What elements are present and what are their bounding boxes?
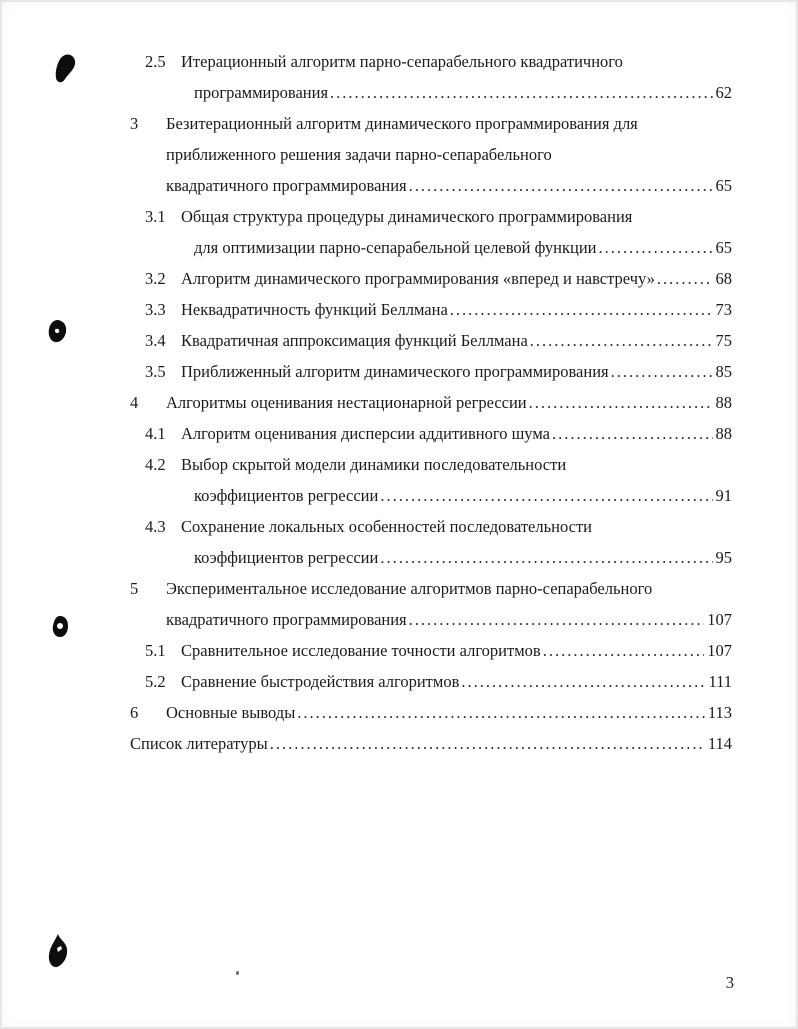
- toc-entry-page: 113: [707, 703, 732, 722]
- dot-leader: [529, 387, 713, 418]
- toc-entry: [130, 728, 732, 759]
- toc-entry: [130, 666, 732, 697]
- toc-entry-text: Основные выводы: [166, 703, 296, 722]
- toc-entry-text: Общая структура процедуры динамического программирования: [181, 207, 633, 226]
- toc-entry: [130, 46, 732, 108]
- toc-entry-number: 3.5: [145, 362, 166, 381]
- dot-leader: [611, 356, 713, 387]
- table-of-contents: [130, 46, 732, 759]
- toc-entry-text: Алгоритм оценивания дисперсии аддитивного шума: [181, 424, 550, 443]
- toc-entry-page: 91: [715, 486, 732, 505]
- toc-entry-text: Алгоритм динамического программирования «вперед и навстречу»: [181, 269, 655, 288]
- toc-entry-text: приближенного решения задачи парно-сепарабельного: [166, 145, 552, 164]
- toc-entry-number: 3.3: [145, 300, 166, 319]
- toc-entry-lines: [181, 666, 732, 697]
- toc-entry-lines: [130, 728, 732, 759]
- toc-entry-lines: [166, 697, 732, 728]
- toc-entry-page: 107: [707, 610, 732, 629]
- speck-artifact: [236, 971, 239, 975]
- toc-entry-number: 4.3: [145, 517, 166, 536]
- toc-entry-page: 107: [707, 641, 732, 660]
- toc-entry-number: 3.2: [145, 269, 166, 288]
- dot-leader: [599, 232, 713, 263]
- toc-entry-text: для оптимизации парно-сепарабельной целевой функции: [194, 238, 597, 257]
- dot-leader: [461, 666, 705, 697]
- toc-entry: [130, 356, 732, 387]
- toc-entry-page: 95: [715, 548, 732, 567]
- toc-entry-text: Итерационный алгоритм парно-сепарабельного квадратичного: [181, 52, 623, 71]
- toc-entry-text: Экспериментальное исследование алгоритмов парно-сепарабельного: [166, 579, 653, 598]
- toc-entry-lines: [181, 201, 732, 263]
- toc-entry-page: 88: [715, 424, 732, 443]
- toc-entry: [130, 387, 732, 418]
- toc-entry: [130, 511, 732, 573]
- toc-entry-text: квадратичного программирования: [166, 176, 407, 195]
- toc-entry-page: 114: [707, 734, 732, 753]
- ink-blot-artifact: [48, 320, 68, 344]
- toc-entry-text: Список литературы: [130, 734, 268, 753]
- toc-entry-text: Безитерационный алгоритм динамического программирования для: [166, 114, 638, 133]
- dot-leader: [380, 542, 712, 573]
- dot-leader: [270, 728, 705, 759]
- toc-entry: [130, 325, 732, 356]
- toc-entry-text: Сохранение локальных особенностей последовательности: [181, 517, 592, 536]
- toc-entry-lines: [181, 356, 732, 387]
- dot-leader: [409, 170, 713, 201]
- dot-leader: [450, 294, 713, 325]
- toc-entry-text: программирования: [194, 83, 329, 102]
- toc-entry-number: 3.4: [145, 331, 166, 350]
- toc-entry-page: 111: [708, 672, 732, 691]
- toc-entry-lines: [166, 387, 732, 418]
- toc-entry: [130, 449, 732, 511]
- toc-entry-text: квадратичного программирования: [166, 610, 407, 629]
- toc-entry-page: 73: [715, 300, 732, 319]
- toc-entry-lines: [181, 449, 732, 511]
- dot-leader: [330, 77, 712, 108]
- dot-leader: [543, 635, 705, 666]
- toc-entry-text: Квадратичная аппроксимация функций Беллмана: [181, 331, 528, 350]
- toc-entry-lines: [181, 294, 732, 325]
- toc-entry-number: 3: [130, 114, 139, 133]
- dot-leader: [657, 263, 713, 294]
- toc-entry-lines: [181, 418, 732, 449]
- toc-entry: [130, 635, 732, 666]
- toc-entry-lines: [166, 573, 732, 635]
- toc-entry-text: коэффициентов регрессии: [194, 486, 379, 505]
- dot-leader: [297, 697, 705, 728]
- toc-entry-lines: [181, 511, 732, 573]
- toc-entry: [130, 263, 732, 294]
- dot-leader: [552, 418, 713, 449]
- toc-entry-page: 65: [715, 176, 732, 195]
- toc-entry-number: 5.1: [145, 641, 166, 660]
- toc-entry: [130, 697, 732, 728]
- toc-entry-page: 62: [715, 83, 732, 102]
- toc-entry-number: 3.1: [145, 207, 166, 226]
- dot-leader: [530, 325, 713, 356]
- toc-entry-lines: [181, 635, 732, 666]
- toc-entry-lines: [181, 263, 732, 294]
- toc-entry-page: 68: [715, 269, 732, 288]
- toc-entry-text: Приближенный алгоритм динамического программирования: [181, 362, 609, 381]
- toc-entry-lines: [166, 108, 732, 201]
- toc-entry-text: Неквадратичность функций Беллмана: [181, 300, 448, 319]
- toc-entry-number: 4.2: [145, 455, 166, 474]
- toc-entry-number: 5.2: [145, 672, 166, 691]
- ink-blot-artifact: [48, 934, 68, 968]
- toc-entry: [130, 294, 732, 325]
- toc-entry-page: 88: [715, 393, 732, 412]
- toc-entry-number: 4.1: [145, 424, 166, 443]
- toc-entry: [130, 573, 732, 635]
- toc-entry: [130, 201, 732, 263]
- toc-entry-page: 75: [715, 331, 732, 350]
- toc-entry: [130, 418, 732, 449]
- toc-entry-number: 2.5: [145, 52, 166, 71]
- toc-entry-number: 4: [130, 393, 139, 412]
- toc-entry-lines: [181, 325, 732, 356]
- toc-entry-text: коэффициентов регрессии: [194, 548, 379, 567]
- toc-entry-page: 85: [715, 362, 732, 381]
- toc-entry-number: 6: [130, 703, 139, 722]
- ink-blot-artifact: [54, 54, 78, 86]
- toc-entry-text: Сравнение быстродействия алгоритмов: [181, 672, 460, 691]
- page-number: 3: [725, 973, 734, 992]
- toc-entry-lines: [181, 46, 732, 108]
- toc-entry-text: Алгоритмы оценивания нестационарной регрессии: [166, 393, 527, 412]
- dot-leader: [409, 604, 705, 635]
- dot-leader: [380, 480, 712, 511]
- toc-entry: [130, 108, 732, 201]
- toc-entry-text: Сравнительное исследование точности алгоритмов: [181, 641, 541, 660]
- toc-entry-text: Выбор скрытой модели динамики последовательности: [181, 455, 567, 474]
- toc-entry-number: 5: [130, 579, 139, 598]
- ink-blot-artifact: [52, 616, 69, 638]
- toc-entry-page: 65: [715, 238, 732, 257]
